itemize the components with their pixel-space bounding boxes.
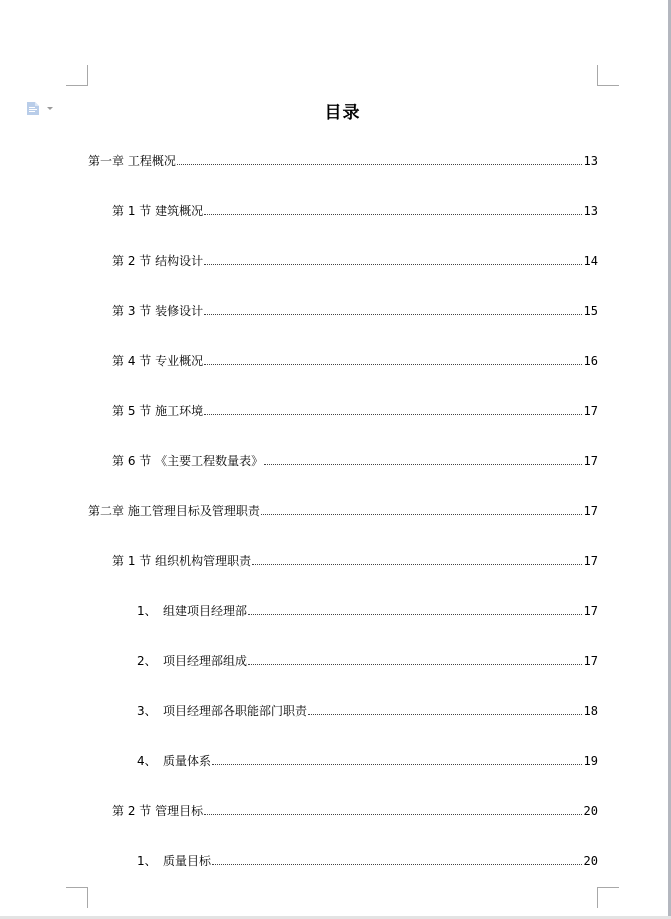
dot-leader <box>252 564 581 565</box>
toc-entry[interactable] <box>112 402 598 418</box>
toc-entry-label: 质量目标 <box>163 854 212 868</box>
toc-entry-label: 建筑概况 <box>155 204 204 218</box>
toc-entry-label: 组织机构管理职责 <box>155 554 252 568</box>
toc-entry-page: 17 <box>583 404 598 418</box>
toc-entry-label: 施工环境 <box>155 404 204 418</box>
toc-entry[interactable] <box>112 552 598 568</box>
margin-corner-mark-bottom-left <box>66 887 88 908</box>
toc-entry[interactable] <box>137 702 598 718</box>
toc-entry-label: 专业概况 <box>155 354 204 368</box>
toc-entry[interactable] <box>137 652 598 668</box>
toc-entry-label: 装修设计 <box>155 304 204 318</box>
dot-leader <box>204 314 581 315</box>
toc-entry-page: 17 <box>583 504 598 518</box>
toc-entry-label: 施工管理目标及管理职责 <box>127 504 260 518</box>
toc-entry-page: 16 <box>583 354 598 368</box>
toc-entry-label: 项目经理部各职能部门职责 <box>163 704 308 718</box>
toc-entry-number: 2、 <box>137 654 157 668</box>
toc-title: 目录 <box>324 103 361 123</box>
toc-entry-number: 3、 <box>137 704 157 718</box>
toc-entry-page: 17 <box>583 454 598 468</box>
toc-entry-page: 13 <box>583 204 598 218</box>
toc-entry-page: 13 <box>583 154 598 168</box>
toc-entry[interactable] <box>112 802 598 818</box>
toc-entry[interactable] <box>112 202 598 218</box>
toc-entry-page: 20 <box>583 854 598 868</box>
toc-entry-number: 第二章 <box>88 504 128 518</box>
toc-entry-number: 第 6 节 <box>112 454 156 468</box>
toc-entry-number: 第 1 节 <box>112 204 156 218</box>
margin-corner-mark-top-right <box>597 65 619 86</box>
toc-entry-page: 19 <box>583 754 598 768</box>
dot-leader <box>204 214 581 215</box>
toc-entry-number: 1、 <box>137 854 157 868</box>
toc-entry-page: 20 <box>583 804 598 818</box>
dot-leader <box>308 714 582 715</box>
margin-corner-mark-top-left <box>66 65 88 86</box>
toc-entry[interactable] <box>88 502 598 518</box>
dot-leader <box>264 464 581 465</box>
toc-entry[interactable] <box>137 852 598 868</box>
toc-entry-page: 17 <box>583 554 598 568</box>
toc-entry-number: 第 4 节 <box>112 354 156 368</box>
toc-entry-number: 第 3 节 <box>112 304 156 318</box>
toc-entry[interactable] <box>137 752 598 768</box>
toc-entry[interactable] <box>112 252 598 268</box>
dot-leader <box>204 364 581 365</box>
dot-leader <box>248 614 582 615</box>
toc-entry-label: 结构设计 <box>155 254 204 268</box>
toc-entry[interactable] <box>112 302 598 318</box>
dot-leader <box>248 664 582 665</box>
toc-entry-number: 1、 <box>137 604 157 618</box>
toc-entry-label: 质量体系 <box>163 754 212 768</box>
toc-entry-number: 第 2 节 <box>112 804 156 818</box>
toc-entry-label: 《主要工程数量表》 <box>155 454 264 468</box>
toc-entry[interactable] <box>88 152 598 168</box>
toc-entry-number: 4、 <box>137 754 157 768</box>
toc-entry-page: 15 <box>583 304 598 318</box>
dot-leader <box>177 164 582 165</box>
toc-entry-label: 组建项目经理部 <box>163 604 248 618</box>
toc-entry-label: 工程概况 <box>127 154 176 168</box>
toc-entry-number: 第 5 节 <box>112 404 156 418</box>
toc-entry[interactable] <box>112 452 598 468</box>
dot-leader <box>261 514 582 515</box>
dot-leader <box>204 264 581 265</box>
margin-corner-mark-bottom-right <box>597 887 619 908</box>
toc-entry-page: 17 <box>583 604 598 618</box>
toc-entry-number: 第 2 节 <box>112 254 156 268</box>
toc-entry-page: 14 <box>583 254 598 268</box>
toc-entry-number: 第一章 <box>88 154 128 168</box>
toc-entry[interactable] <box>112 352 598 368</box>
toc-entry-label: 管理目标 <box>155 804 204 818</box>
dot-leader <box>204 814 581 815</box>
toc-entry-page: 18 <box>583 704 598 718</box>
dot-leader <box>204 414 581 415</box>
toc-entry[interactable] <box>137 602 598 618</box>
dot-leader <box>212 764 582 765</box>
toc-entry-number: 第 1 节 <box>112 554 156 568</box>
dot-leader <box>212 864 582 865</box>
toc-entry-page: 17 <box>583 654 598 668</box>
toc-entry-label: 项目经理部组成 <box>163 654 248 668</box>
